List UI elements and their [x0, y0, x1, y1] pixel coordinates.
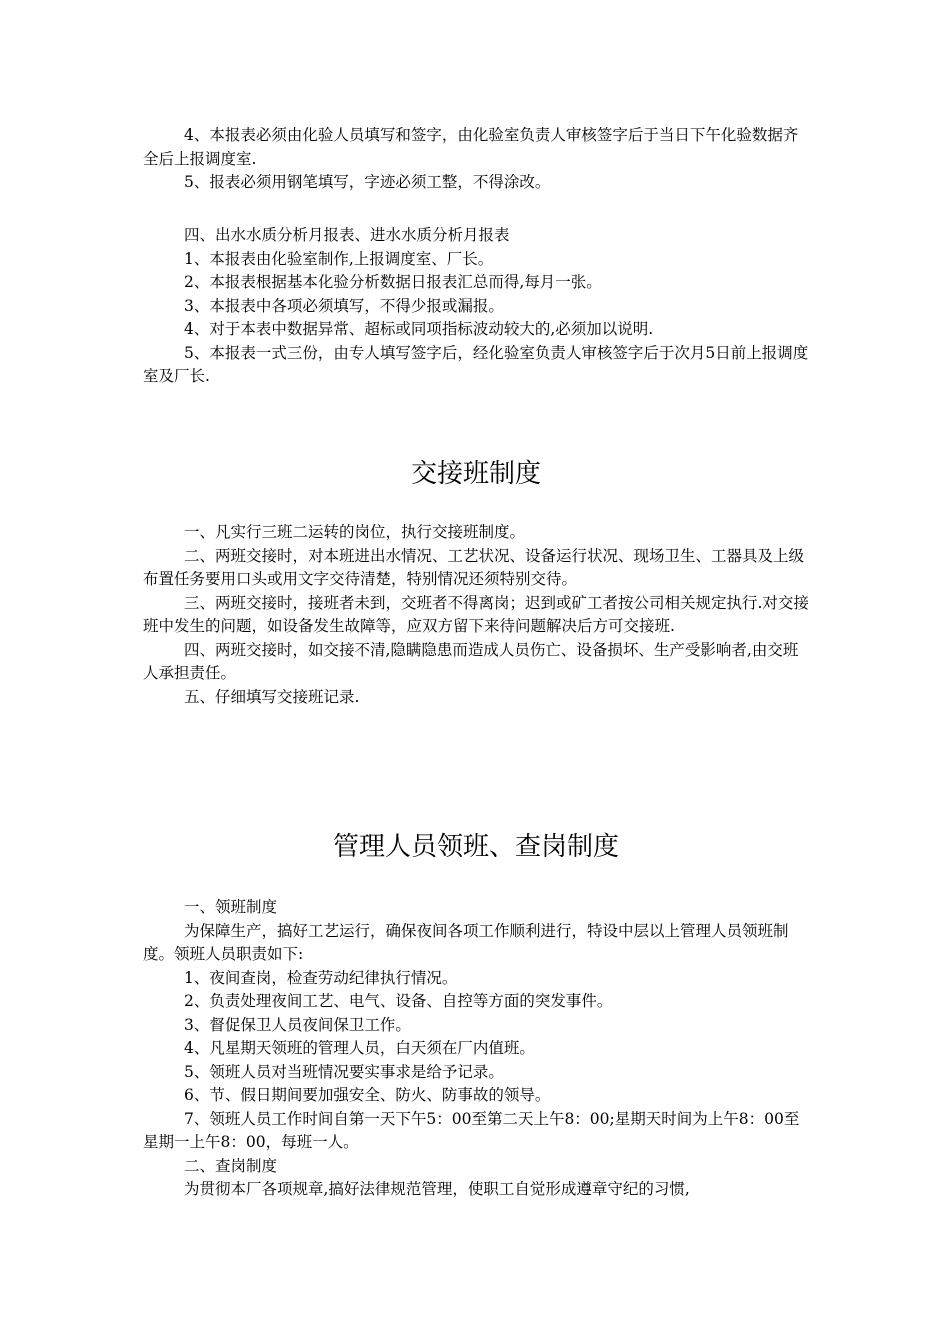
rule-item: 2、本报表根据基本化验分析数据日报表汇总而得,每月一张。 [184, 273, 602, 291]
rule-item: 4、对于本表中数据异常、超标或同项指标波动较大的,必须加以说明. [184, 320, 654, 338]
rule-item: 五、仔细填写交接班记录. [184, 687, 360, 706]
rule-item: 5、领班人员对当班情况要实事求是给予记录。 [184, 1062, 504, 1081]
rule-item: 3、本报表中各项必须填写，不得少报或漏报。 [184, 296, 504, 315]
rule-item: 7、领班人员工作时间自第一天下午5：00至第二天上午8：00;星期天时间为上午8：00至星期一上午8：00，每班一人。 [143, 1109, 800, 1151]
handover-rules [143, 521, 809, 709]
rule-item: 5、报表必须用钢笔填写，字迹必须工整，不得涂改。 [184, 173, 551, 191]
management-rules [143, 896, 809, 1202]
section-heading: 四、出水水质分析月报表、进水水质分析月报表 [184, 226, 510, 244]
monthly-report-rules [143, 224, 809, 389]
rule-item: 5、本报表一式三份，由专人填写签字后，经化验室负责人审核签字后于次月5日前上报调度室及厂长. [143, 343, 809, 385]
handover-title: 交接班制度 [410, 459, 541, 489]
paragraph: 为保障生产，搞好工艺运行，确保夜间各项工作顺利进行，特设中层以上管理人员领班制度。领班人员职责如下: [143, 921, 789, 963]
daily-report-rules [143, 124, 809, 195]
rule-item: 1、本报表由化验室制作,上报调度室、厂长。 [184, 249, 494, 268]
paragraph: 为贯彻本厂各项规章,搞好法律规范管理，使职工自觉形成遵章守纪的习惯, [184, 1180, 690, 1198]
subsection-heading: 一、领班制度 [184, 898, 278, 916]
rule-item: 6、节、假日期间要加强安全、防火、防事故的领导。 [184, 1086, 551, 1104]
rule-item: 4、凡星期天领班的管理人员，白天须在厂内值班。 [184, 1039, 535, 1057]
rule-item: 4、本报表必须由化验人员填写和签字，由化验室负责人审核签字后于当日下午化验数据齐全后上报调度室. [143, 126, 799, 168]
rule-item: 一、凡实行三班二运转的岗位，执行交接班制度。 [184, 523, 526, 541]
management-title: 管理人员领班、查岗制度 [332, 832, 619, 862]
rule-item: 1、夜间查岗，检查劳动纪律执行情况。 [184, 968, 458, 987]
rule-item: 2、负责处理夜间工艺、电气、设备、自控等方面的突发事件。 [184, 992, 613, 1010]
rule-item: 3、督促保卫人员夜间保卫工作。 [184, 1015, 411, 1034]
rule-item: 三、两班交接时，接班者未到，交班者不得离岗；迟到或矿工者按公司相关规定执行.对交接班中发生的问题，如设备发生故障等，应双方留下来待问题解决后方可交接班. [143, 593, 809, 635]
rule-item: 四、两班交接时，如交接不清,隐瞒隐患而造成人员伤亡、设备损坏、生产受影响者,由交班人承担责任。 [143, 640, 799, 682]
rule-item: 二、两班交接时，对本班进出水情况、工艺状况、设备运行状况、现场卫生、工器具及上级布置任务要用口头或用文字交待清楚，特别情况还须特别交待。 [143, 546, 805, 588]
subsection-heading: 二、查岗制度 [184, 1156, 278, 1175]
